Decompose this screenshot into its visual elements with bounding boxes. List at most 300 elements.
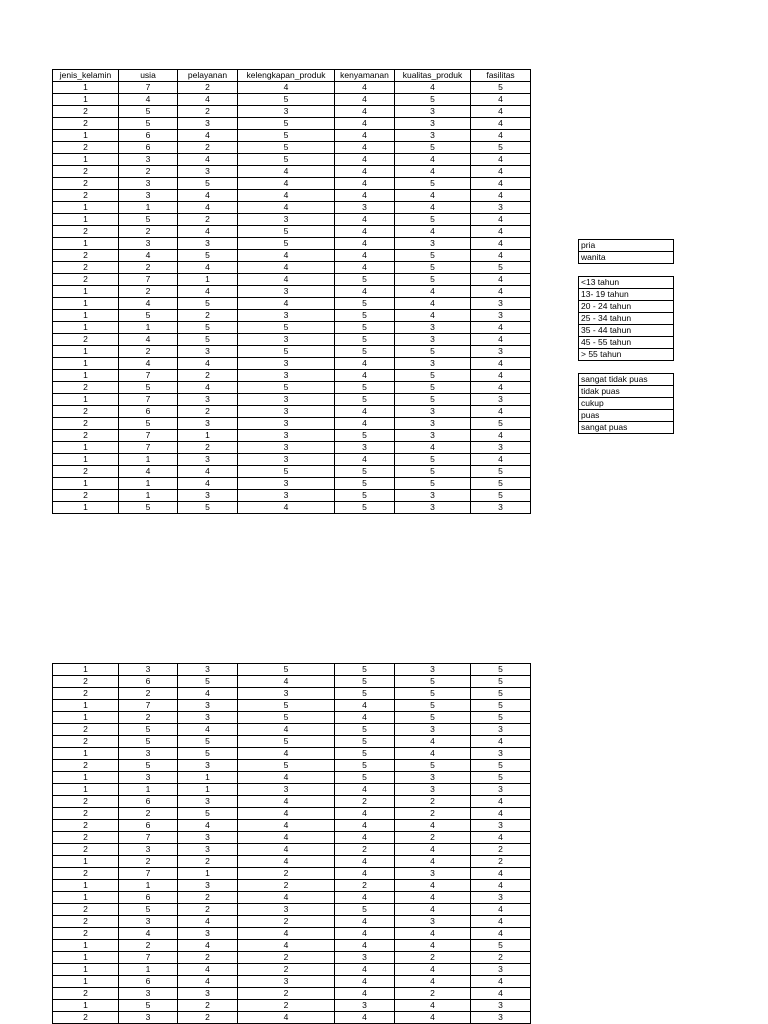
table-cell: 3 (395, 868, 471, 880)
table-cell: 3 (335, 202, 395, 214)
table-cell: 5 (178, 676, 238, 688)
table-cell: 3 (395, 784, 471, 796)
table-cell: 4 (395, 940, 471, 952)
table-cell: 5 (119, 106, 178, 118)
table-cell: 4 (178, 190, 238, 202)
table-cell: 4 (471, 928, 531, 940)
table-cell: 4 (471, 166, 531, 178)
table-cell: 3 (395, 322, 471, 334)
table-cell: 4 (471, 988, 531, 1000)
table-cell: 3 (119, 154, 178, 166)
table-cell: 5 (471, 82, 531, 94)
table-cell: 3 (178, 844, 238, 856)
table-cell: 1 (53, 214, 119, 226)
table-cell: 5 (395, 178, 471, 190)
table-cell: 5 (119, 760, 178, 772)
table-cell: 5 (395, 346, 471, 358)
table-cell: 3 (238, 286, 335, 298)
table-cell: 4 (395, 286, 471, 298)
table-row (53, 334, 531, 346)
table-cell: 3 (395, 724, 471, 736)
table-cell: 2 (119, 808, 178, 820)
table-cell: 2 (238, 1000, 335, 1012)
table-cell: 4 (471, 322, 531, 334)
table-cell: 4 (238, 844, 335, 856)
table-cell: 5 (335, 676, 395, 688)
table-cell: 3 (119, 178, 178, 190)
table-row (53, 310, 531, 322)
table-cell: 3 (471, 394, 531, 406)
table-cell: 4 (471, 382, 531, 394)
table-cell: 2 (178, 1012, 238, 1024)
table-top-body (53, 82, 531, 514)
table-cell: 3 (238, 370, 335, 382)
table-cell: 4 (238, 502, 335, 514)
table-cell: 5 (335, 748, 395, 760)
table-cell: 3 (395, 406, 471, 418)
table-cell: 4 (238, 820, 335, 832)
table-cell: 5 (395, 478, 471, 490)
table-cell: 2 (119, 286, 178, 298)
table-cell: 7 (119, 442, 178, 454)
table-cell: 4 (395, 166, 471, 178)
table-cell: 1 (53, 394, 119, 406)
legend-age-item: 13- 19 tahun (579, 289, 674, 301)
legend-age-item: 25 - 34 tahun (579, 313, 674, 325)
table-cell: 2 (53, 190, 119, 202)
table-cell: 3 (471, 892, 531, 904)
table-cell: 5 (335, 298, 395, 310)
table-cell: 2 (53, 832, 119, 844)
table-bottom-body (53, 664, 531, 1024)
table-cell: 3 (178, 760, 238, 772)
table-cell: 2 (119, 166, 178, 178)
table-row (53, 748, 531, 760)
table-cell: 4 (395, 844, 471, 856)
table-cell: 5 (238, 664, 335, 676)
table-cell: 4 (471, 274, 531, 286)
table-cell: 3 (178, 664, 238, 676)
table-cell: 2 (53, 724, 119, 736)
table-cell: 2 (178, 442, 238, 454)
table-cell: 5 (335, 490, 395, 502)
table-cell: 4 (178, 94, 238, 106)
table-cell: 5 (471, 700, 531, 712)
table-cell: 5 (238, 130, 335, 142)
table-cell: 2 (53, 760, 119, 772)
table-cell: 5 (395, 250, 471, 262)
table-cell: 4 (471, 976, 531, 988)
table-cell: 2 (53, 274, 119, 286)
table-row (53, 442, 531, 454)
table-cell: 4 (178, 976, 238, 988)
table-cell: 4 (471, 880, 531, 892)
table-cell: 3 (178, 832, 238, 844)
table-row (53, 190, 531, 202)
table-cell: 6 (119, 820, 178, 832)
table-cell: 5 (238, 226, 335, 238)
table-cell: 3 (238, 442, 335, 454)
table-cell: 5 (335, 430, 395, 442)
survey-table-top (52, 69, 531, 514)
table-row (53, 490, 531, 502)
table-cell: 4 (238, 796, 335, 808)
table-cell: 1 (178, 772, 238, 784)
table-cell: 4 (471, 430, 531, 442)
table-cell: 4 (335, 238, 395, 250)
table-cell: 4 (238, 856, 335, 868)
table-cell: 4 (395, 856, 471, 868)
table-cell: 4 (335, 142, 395, 154)
table-cell: 2 (395, 808, 471, 820)
table-cell: 4 (335, 250, 395, 262)
table-cell: 2 (53, 1012, 119, 1024)
table-cell: 4 (335, 82, 395, 94)
table-cell: 4 (178, 262, 238, 274)
table-cell: 5 (335, 394, 395, 406)
table-cell: 2 (471, 856, 531, 868)
table-cell: 4 (471, 238, 531, 250)
table-cell: 4 (238, 748, 335, 760)
table-cell: 4 (335, 1012, 395, 1024)
table-cell: 4 (178, 154, 238, 166)
table-cell: 4 (178, 916, 238, 928)
table-cell: 3 (238, 106, 335, 118)
table-row (53, 1012, 531, 1024)
table-cell: 7 (119, 868, 178, 880)
table-cell: 2 (53, 796, 119, 808)
table-row (53, 286, 531, 298)
table-row (53, 142, 531, 154)
table-cell: 4 (471, 130, 531, 142)
table-cell: 4 (335, 106, 395, 118)
table-cell: 1 (178, 430, 238, 442)
table-cell: 1 (53, 748, 119, 760)
table-cell: 3 (119, 238, 178, 250)
table-cell: 1 (119, 202, 178, 214)
table-cell: 4 (335, 784, 395, 796)
table-cell: 1 (53, 322, 119, 334)
table-cell: 4 (335, 916, 395, 928)
table-cell: 5 (471, 688, 531, 700)
table-row (53, 976, 531, 988)
table-cell: 5 (119, 724, 178, 736)
table-cell: 4 (335, 358, 395, 370)
col-header-usia: usia (119, 70, 178, 82)
table-cell: 5 (119, 502, 178, 514)
table-row (53, 130, 531, 142)
table-cell: 2 (335, 844, 395, 856)
table-row (53, 262, 531, 274)
table-row (53, 418, 531, 430)
table-cell: 2 (178, 82, 238, 94)
table-cell: 4 (335, 130, 395, 142)
table-cell: 3 (178, 490, 238, 502)
table-cell: 3 (238, 904, 335, 916)
table-row (53, 796, 531, 808)
table-cell: 3 (471, 310, 531, 322)
table-row (53, 760, 531, 772)
table-cell: 7 (119, 274, 178, 286)
table-cell: 3 (395, 916, 471, 928)
table-cell: 4 (178, 202, 238, 214)
table-cell: 1 (119, 490, 178, 502)
table-cell: 5 (471, 262, 531, 274)
table-cell: 3 (471, 964, 531, 976)
table-cell: 5 (395, 394, 471, 406)
table-row (53, 988, 531, 1000)
table-cell: 4 (395, 202, 471, 214)
table-cell: 6 (119, 406, 178, 418)
table-cell: 5 (238, 466, 335, 478)
table-cell: 3 (238, 490, 335, 502)
table-cell: 3 (119, 772, 178, 784)
table-cell: 4 (471, 358, 531, 370)
table-cell: 5 (335, 736, 395, 748)
table-cell: 5 (238, 346, 335, 358)
table-cell: 3 (178, 166, 238, 178)
table-cell: 4 (395, 298, 471, 310)
table-cell: 4 (335, 976, 395, 988)
table-cell: 5 (238, 238, 335, 250)
col-header-jenis-kelamin: jenis_kelamin (53, 70, 119, 82)
legend-age-item: 35 - 44 tahun (579, 325, 674, 337)
table-cell: 4 (471, 808, 531, 820)
table-cell: 5 (395, 94, 471, 106)
table-cell: 5 (395, 466, 471, 478)
table-cell: 4 (395, 904, 471, 916)
table-cell: 5 (335, 466, 395, 478)
table-cell: 3 (471, 748, 531, 760)
table-cell: 1 (119, 454, 178, 466)
table-cell: 2 (178, 406, 238, 418)
table-cell: 2 (53, 688, 119, 700)
table-cell: 5 (119, 736, 178, 748)
table-cell: 3 (395, 664, 471, 676)
table-cell: 4 (471, 868, 531, 880)
table-cell: 2 (119, 688, 178, 700)
table-cell: 4 (178, 478, 238, 490)
table-cell: 5 (395, 700, 471, 712)
table-cell: 4 (238, 190, 335, 202)
table-cell: 4 (471, 832, 531, 844)
table-cell: 4 (335, 892, 395, 904)
col-header-kenyamanan: kenyamanan (335, 70, 395, 82)
table-cell: 5 (238, 118, 335, 130)
table-cell: 5 (335, 772, 395, 784)
table-cell: 1 (53, 478, 119, 490)
table-cell: 4 (395, 1012, 471, 1024)
table-cell: 2 (53, 382, 119, 394)
table-cell: 4 (471, 154, 531, 166)
table-cell: 2 (53, 736, 119, 748)
table-row (53, 916, 531, 928)
table-cell: 3 (395, 430, 471, 442)
table-cell: 4 (471, 406, 531, 418)
table-cell: 4 (238, 166, 335, 178)
table-cell: 2 (395, 952, 471, 964)
table-cell: 2 (238, 988, 335, 1000)
table-cell: 5 (178, 808, 238, 820)
table-row (53, 784, 531, 796)
table-cell: 3 (178, 238, 238, 250)
table-cell: 4 (395, 310, 471, 322)
table-cell: 5 (238, 94, 335, 106)
table-cell: 4 (471, 226, 531, 238)
table-cell: 5 (395, 382, 471, 394)
table-cell: 2 (178, 310, 238, 322)
table-cell: 1 (53, 1000, 119, 1012)
table-cell: 3 (238, 688, 335, 700)
table-cell: 5 (395, 142, 471, 154)
table-cell: 1 (53, 358, 119, 370)
legend-satisfaction-item: sangat puas (579, 422, 674, 434)
table-cell: 3 (238, 418, 335, 430)
table-cell: 4 (395, 154, 471, 166)
table-cell: 3 (471, 298, 531, 310)
table-cell: 1 (53, 784, 119, 796)
table-cell: 4 (471, 250, 531, 262)
table-cell: 4 (178, 226, 238, 238)
table-row (53, 892, 531, 904)
table-row (53, 106, 531, 118)
table-cell: 2 (178, 106, 238, 118)
table-cell: 3 (471, 820, 531, 832)
table-row (53, 94, 531, 106)
table-cell: 3 (471, 1012, 531, 1024)
table-cell: 3 (238, 406, 335, 418)
table-row (53, 118, 531, 130)
table-cell: 5 (119, 382, 178, 394)
table-cell: 5 (471, 142, 531, 154)
table-row (53, 430, 531, 442)
table-cell: 3 (471, 502, 531, 514)
table-cell: 4 (178, 940, 238, 952)
table-cell: 4 (395, 748, 471, 760)
table-cell: 3 (178, 118, 238, 130)
table-cell: 2 (178, 142, 238, 154)
table-cell: 1 (53, 856, 119, 868)
table-cell: 5 (471, 466, 531, 478)
legend-satisfaction-item: puas (579, 410, 674, 422)
table-cell: 3 (471, 346, 531, 358)
table-cell: 1 (53, 202, 119, 214)
table-cell: 5 (395, 688, 471, 700)
table-cell: 4 (238, 772, 335, 784)
table-cell: 2 (178, 856, 238, 868)
table-cell: 1 (53, 664, 119, 676)
table-cell: 2 (53, 928, 119, 940)
table-cell: 4 (178, 724, 238, 736)
table-cell: 2 (53, 226, 119, 238)
table-cell: 1 (53, 298, 119, 310)
table-cell: 3 (119, 988, 178, 1000)
table-cell: 4 (119, 928, 178, 940)
legend-age-item: 45 - 55 tahun (579, 337, 674, 349)
table-row (53, 298, 531, 310)
table-cell: 3 (238, 454, 335, 466)
table-cell: 4 (395, 820, 471, 832)
table-row (53, 676, 531, 688)
table-cell: 3 (178, 346, 238, 358)
table-row (53, 724, 531, 736)
table-cell: 1 (53, 454, 119, 466)
table-row (53, 820, 531, 832)
table-cell: 4 (238, 298, 335, 310)
table-row (53, 154, 531, 166)
table-cell: 4 (471, 94, 531, 106)
table-cell: 5 (471, 490, 531, 502)
table-cell: 4 (335, 868, 395, 880)
table-cell: 5 (335, 310, 395, 322)
table-cell: 2 (395, 796, 471, 808)
table-cell: 6 (119, 142, 178, 154)
table-row (53, 904, 531, 916)
table-cell: 5 (395, 760, 471, 772)
table-cell: 1 (53, 880, 119, 892)
table-cell: 4 (335, 712, 395, 724)
table-cell: 2 (395, 988, 471, 1000)
table-cell: 4 (335, 94, 395, 106)
table-row (53, 358, 531, 370)
table-row (53, 502, 531, 514)
table-cell: 2 (53, 808, 119, 820)
table-cell: 4 (471, 454, 531, 466)
table-cell: 1 (53, 712, 119, 724)
table-cell: 3 (178, 880, 238, 892)
table-cell: 4 (178, 466, 238, 478)
legend-satisfaction-item: tidak puas (579, 386, 674, 398)
table-cell: 5 (471, 712, 531, 724)
table-cell: 1 (178, 868, 238, 880)
table-cell: 1 (119, 322, 178, 334)
table-cell: 5 (178, 250, 238, 262)
table-cell: 5 (335, 724, 395, 736)
table-cell: 4 (335, 418, 395, 430)
table-cell: 5 (238, 322, 335, 334)
table-cell: 4 (238, 724, 335, 736)
table-cell: 4 (119, 334, 178, 346)
table-cell: 5 (471, 676, 531, 688)
table-cell: 2 (471, 844, 531, 856)
table-cell: 4 (471, 118, 531, 130)
table-row (53, 370, 531, 382)
table-cell: 3 (395, 118, 471, 130)
table-cell: 2 (53, 844, 119, 856)
table-cell: 3 (395, 502, 471, 514)
table-cell: 3 (395, 106, 471, 118)
table-cell: 1 (53, 154, 119, 166)
table-cell: 4 (395, 928, 471, 940)
table-cell: 2 (238, 964, 335, 976)
table-cell: 3 (395, 238, 471, 250)
table-cell: 4 (238, 940, 335, 952)
table-cell: 1 (53, 700, 119, 712)
table-cell: 2 (178, 370, 238, 382)
table-row (53, 478, 531, 490)
table-cell: 2 (178, 214, 238, 226)
table-cell: 2 (53, 166, 119, 178)
table-cell: 5 (178, 298, 238, 310)
table-cell: 5 (335, 322, 395, 334)
table-cell: 4 (335, 856, 395, 868)
table-cell: 4 (471, 190, 531, 202)
table-cell: 1 (53, 772, 119, 784)
col-header-kualitas-produk: kualitas_produk (395, 70, 471, 82)
table-cell: 2 (53, 868, 119, 880)
table-cell: 2 (119, 712, 178, 724)
table-cell: 2 (53, 916, 119, 928)
